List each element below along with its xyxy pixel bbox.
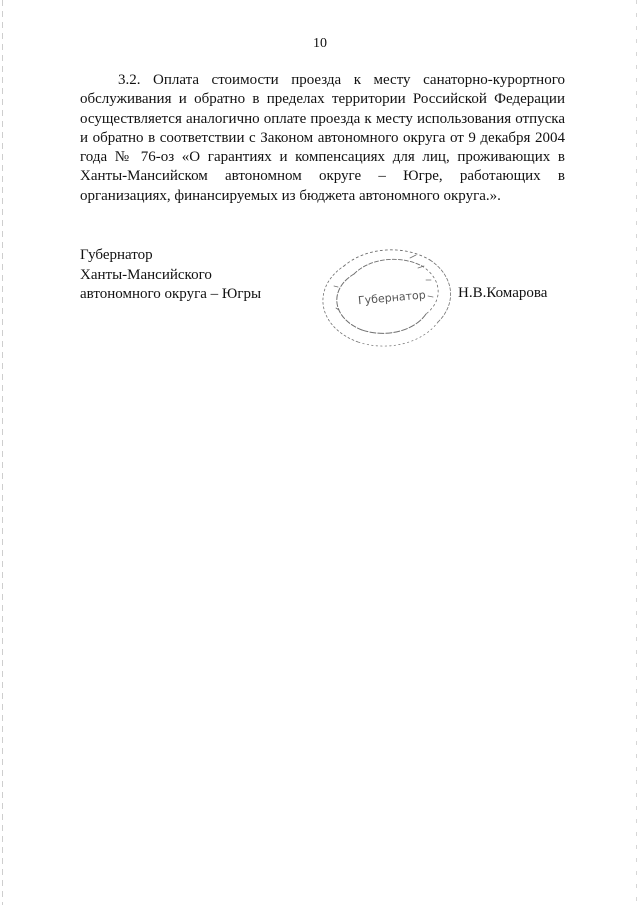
signatory-title-block bbox=[80, 246, 261, 305]
governor-seal-stamp bbox=[314, 244, 454, 348]
scan-edge-left bbox=[2, 0, 3, 905]
signatory-title-line-3: автономного округа – Югры bbox=[80, 286, 262, 302]
clause-3-2-paragraph: 3.2. Оплата стоимости проезда к месту санаторно-курортного обслуживания и обратно в пределах территории Российской Федерации осуществляется аналогично оплате проезда к месту использования отпуска и обратно в соответствии с Законом автономного округа от 9 декабря 2004 года № 76-оз «О гарантиях и компенсациях для лиц, проживающих в Ханты-Мансийском автономном округе – Югре, работающих в организациях, финансируемых из бюджета автономного округа.». bbox=[80, 72, 565, 204]
signatory-title-line-1: Губернатор bbox=[80, 247, 153, 263]
stamp-text: Губернатор bbox=[357, 288, 427, 308]
scan-edge-right bbox=[636, 0, 637, 905]
signer-name: Н.В.Комарова bbox=[458, 285, 548, 301]
signatory-title-line-2: Ханты-Мансийского bbox=[80, 266, 212, 283]
page-number: 10 bbox=[313, 36, 327, 51]
